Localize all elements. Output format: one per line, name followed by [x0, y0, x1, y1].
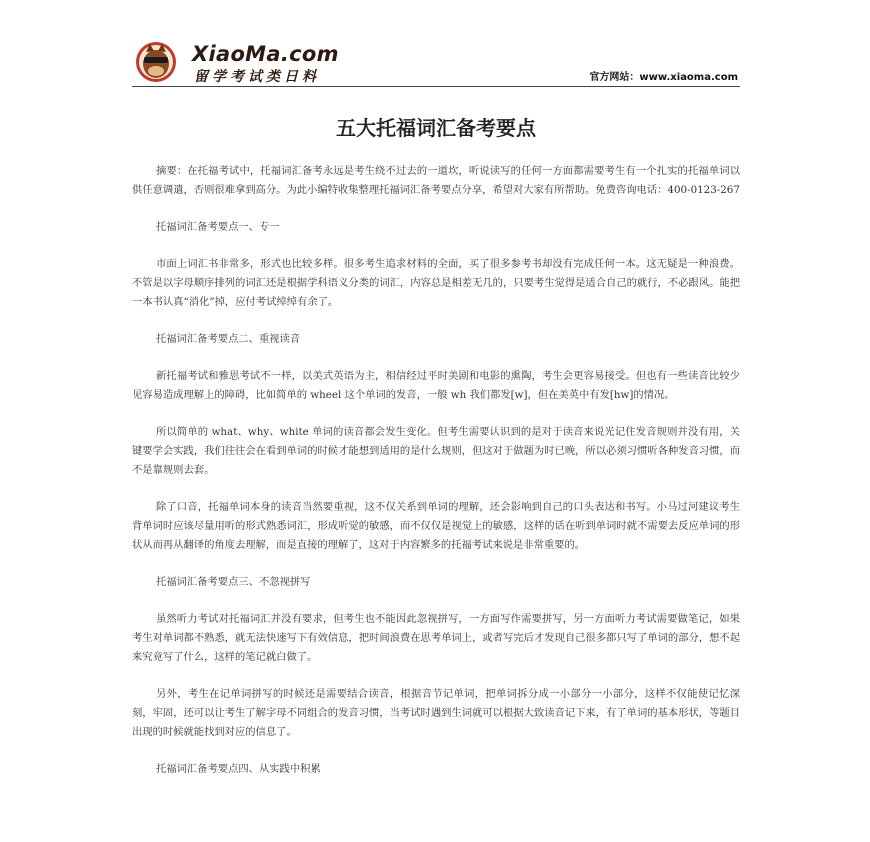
horse-mascot-logo-icon [132, 40, 182, 84]
section-heading-4: 托福词汇备考要点四、从实践中积累 [156, 763, 321, 775]
abstract-paragraph: 摘要：在托福考试中，托福词汇备考永远是考生绕不过去的一道坎，听说读写的任何一方面都需要考生有一个扎实的托福单词以供任意调遣，否则很难拿到高分。为此小编特收集整理托福词汇备考要点分享，希望对大家有所帮助。免费咨询电话：400-0123-267 [132, 165, 740, 196]
section-heading-1: 托福词汇备考要点一、专一 [156, 221, 280, 233]
document-body [132, 162, 740, 779]
brand-name: XiaoMa.com [192, 42, 339, 66]
body-paragraph: 新托福考试和雅思考试不一样，以美式英语为主，相信经过平时美剧和电影的熏陶，考生会更容易接受。但也有一些读音比较少见容易造成理解上的障碍，比如简单的 wheel 这个单词的发音，一般 wh 我们都发[w]，但在美英中有发[hw]的情况。 [132, 370, 740, 401]
document-title: 五大托福词汇备考要点 [336, 116, 536, 140]
official-website-link[interactable]: 官方网站：www.xiaoma.com [589, 72, 738, 83]
body-paragraph: 虽然听力考试对托福词汇并没有要求，但考生也不能因此忽视拼写，一方面写作需要拼写，另一方面听力考试需要做笔记，如果考生对单词都不熟悉，就无法快速写下有效信息，把时间浪费在思考单词上，或者写完后才发现自己很多都只写了单词的部分，想不起来究竟写了什么，这样的笔记就白做了。 [132, 613, 740, 663]
section-heading-2: 托福词汇备考要点二、重视读音 [156, 333, 301, 345]
section-heading-3: 托福词汇备考要点三、不忽视拼写 [156, 576, 311, 588]
body-paragraph: 所以简单的 what、why、white 单词的读音都会发生变化。但考生需要认识到的是对于读音来说光记住发音规则并没有用，关键要学会实践，我们往往会在看到单词的时候才能想到适用的是什么规则，但这对于做题为时已晚，所以必须习惯听各种发音习惯，而不是靠规则去套。 [132, 426, 740, 476]
page-header [132, 38, 740, 87]
body-paragraph: 除了口音，托福单词本身的读音当然要重视，这不仅关系到单词的理解，还会影响到自己的口头表达和书写。小马过河建议考生背单词时应该尽量用听的形式熟悉词汇，形成听觉的敏感，而不仅仅是视觉上的敏感，这样的话在听到单词时就不需要去反应单词的形状从而再从翻译的角度去理解，而是直接的理解了，这对于内容繁多的托福考试来说是非常重要的。 [132, 501, 740, 551]
body-paragraph: 市面上词汇书非常多，形式也比较多样。很多考生追求材料的全面，买了很多参考书却没有完成任何一本。这无疑是一种浪费。不管是以字母顺序排列的词汇还是根据学科语义分类的词汇，内容总是相差无几的，只要考生觉得是适合自己的就行，不必跟风。能把一本书认真“消化”掉，应付考试绰绰有余了。 [132, 258, 740, 308]
brand-slogan: 留学考试类日料 [194, 69, 320, 85]
brand-logo[interactable] [132, 40, 392, 84]
body-paragraph: 另外，考生在记单词拼写的时候还是需要结合读音，根据音节记单词，把单词拆分成一小部分一小部分，这样不仅能使记忆深刻，牢固，还可以让考生了解字母不同组合的发音习惯，当考试时遇到生词就可以根据大致读音记下来，有了单词的基本形状，等题目出现的时候就能找到对应的信息了。 [132, 688, 740, 738]
